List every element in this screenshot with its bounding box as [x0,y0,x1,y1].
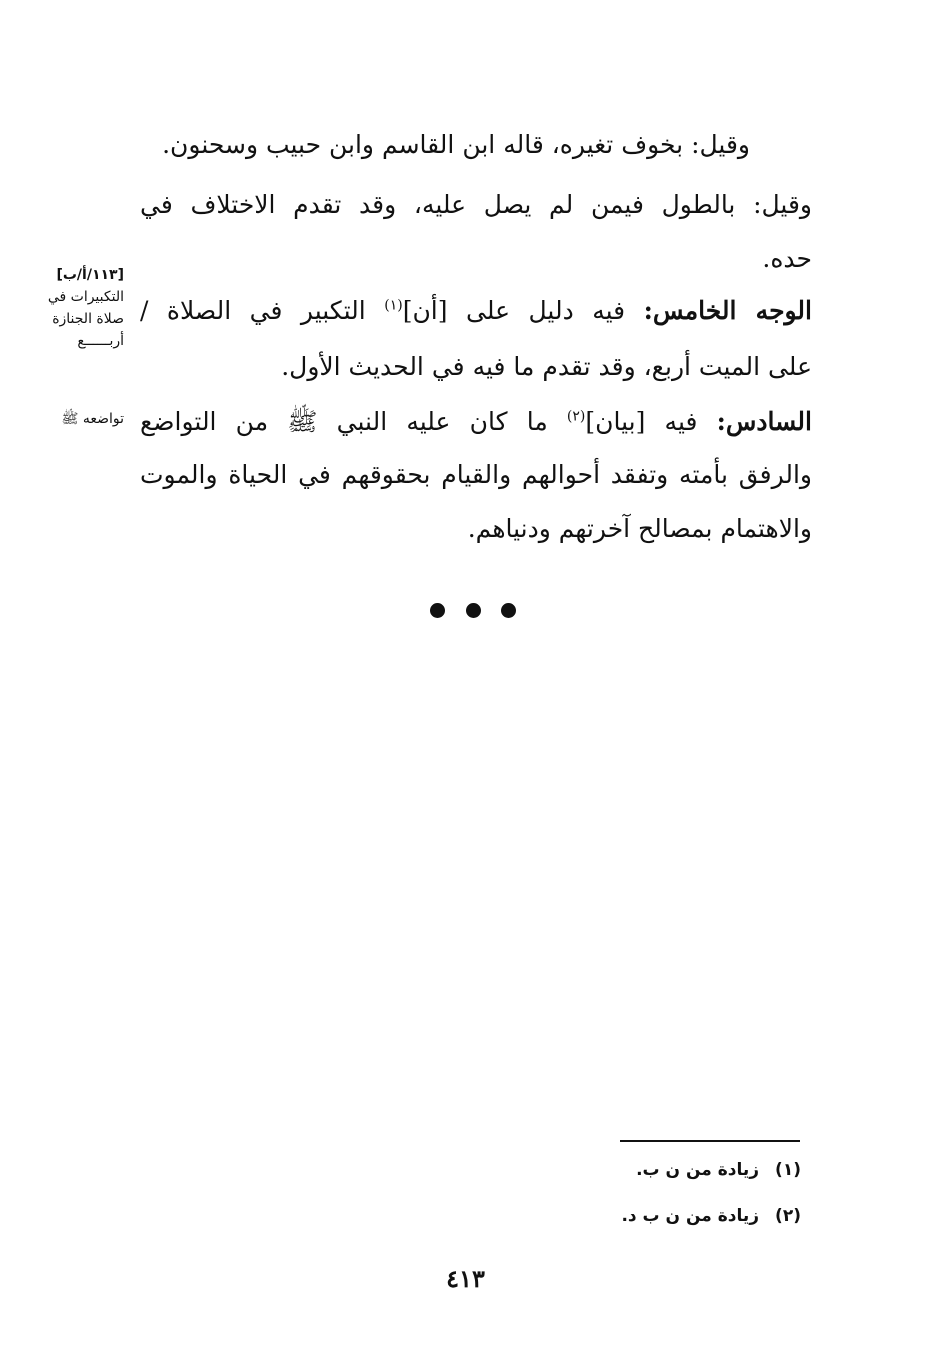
footnote-number: (٢) [775,1206,801,1226]
separator-dot [501,603,516,618]
paragraph-fifth-aspect [140,296,812,325]
margin-note-line: التكبيرات في [47,289,124,305]
text-line-3: حده. [762,244,812,273]
separator-dot [466,603,481,618]
footnote-number: (١) [775,1160,801,1180]
footnote-marker: (٢) [566,408,586,425]
paragraph-heading: الوجه الخامس: [643,296,812,325]
separator-dot [430,603,445,618]
paragraph-text: فيه دليل على [أن] [402,296,644,325]
footnote-1 [636,1160,801,1180]
section-separator [430,598,516,622]
margin-note-humility [26,408,124,430]
text-line-7: والرفق بأمته وتفقد أحوالهم والقيام بحقوقهم في الحياة والموت [140,460,812,489]
margin-note-line: تواضعه ﷺ [61,411,124,427]
page-number: ٤١٣ [446,1264,485,1293]
text-line-1: وقيل: بخوف تغيره، قاله ابن القاسم وابن حبيب وسحنون. [162,130,750,159]
text-line-8: والاهتمام بمصالح آخرتهم ودنياهم. [467,514,812,543]
margin-note-line: صلاة الجنازة [52,311,124,327]
footnote-2 [621,1206,801,1226]
text-line-5: على الميت أربع، وقد تقدم ما فيه في الحديث الأول. [281,352,812,381]
footnote-divider [620,1140,800,1142]
paragraph-text: فيه [بيان] [585,407,717,436]
footnote-text: زيادة من ن ب د. [621,1206,760,1226]
footnote-marker: (١) [384,297,403,314]
paragraph-heading: السادس: [716,407,812,436]
footnote-text: زيادة من ن ب. [636,1160,760,1180]
paragraph-text: ما كان عليه النبي ﷺ من التواضع [140,407,567,436]
text-line-2: وقيل: بالطول فيمن لم يصل عليه، وقد تقدم الاختلاف في [140,190,812,219]
folio-reference: [١١٣/أ/ب] [56,267,124,283]
paragraph-sixth-aspect [140,406,812,443]
paragraph-text: التكبير في الصلاة / [140,296,385,325]
margin-note-takbirat [26,264,124,352]
margin-note-line: أربــــــع [77,333,124,349]
